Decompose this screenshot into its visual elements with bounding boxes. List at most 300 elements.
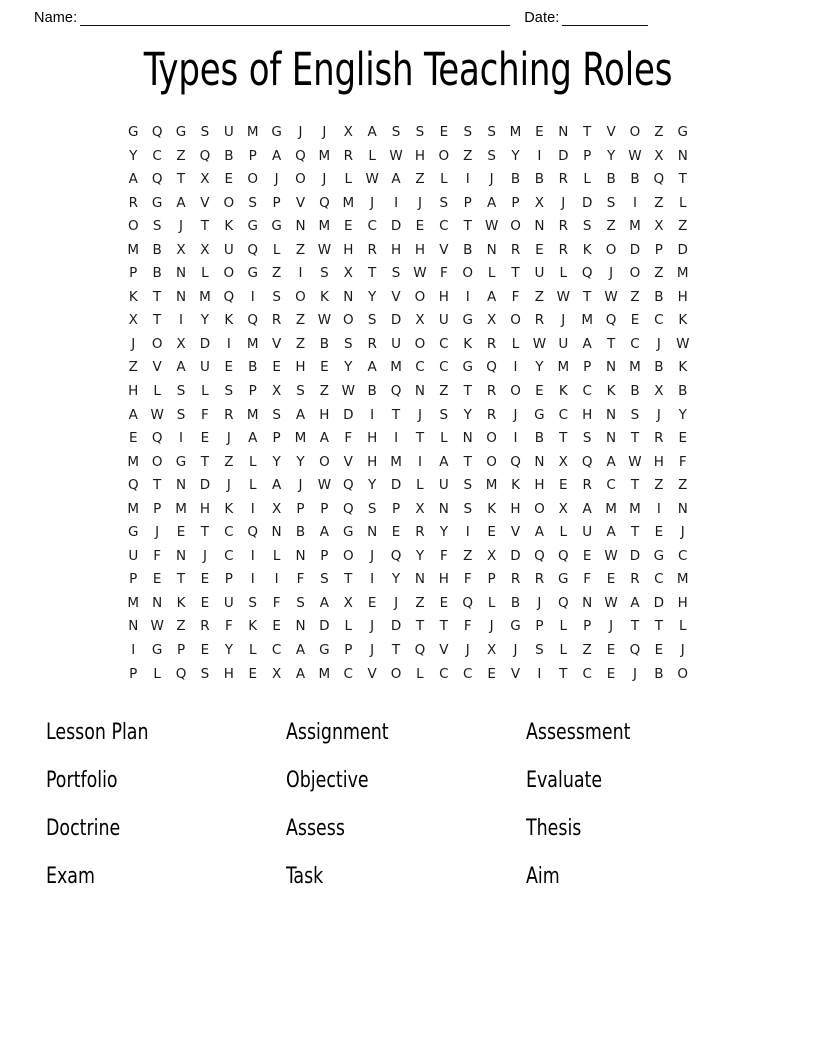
grid-cell[interactable]: S (320, 571, 329, 588)
grid-cell[interactable]: R (558, 241, 568, 258)
grid-cell[interactable]: F (296, 571, 305, 588)
grid-cell[interactable]: G (271, 218, 282, 235)
grid-cell[interactable]: X (343, 124, 353, 140)
grid-cell[interactable]: T (176, 171, 186, 188)
grid-cell[interactable]: C (654, 312, 664, 329)
grid-cell[interactable]: O (342, 547, 354, 564)
grid-cell[interactable]: T (630, 524, 640, 541)
grid-cell[interactable]: J (370, 194, 375, 211)
grid-cell[interactable]: Q (557, 547, 569, 564)
grid-cell[interactable]: R (128, 194, 138, 211)
name-write-line[interactable] (80, 12, 510, 26)
grid-cell[interactable]: S (439, 406, 449, 423)
grid-cell[interactable]: J (489, 618, 494, 635)
grid-cell[interactable]: A (295, 665, 306, 682)
grid-cell[interactable]: P (654, 241, 663, 258)
grid-cell[interactable]: I (250, 571, 255, 588)
grid-cell[interactable]: W (389, 147, 403, 164)
grid-cell[interactable]: S (439, 194, 449, 211)
grid-cell[interactable]: U (438, 477, 449, 494)
grid-cell[interactable]: M (246, 406, 259, 423)
grid-cell[interactable]: Q (342, 500, 354, 517)
grid-cell[interactable]: P (320, 500, 329, 517)
grid-cell[interactable]: E (415, 218, 425, 235)
grid-cell[interactable]: G (510, 618, 521, 635)
grid-cell[interactable]: G (462, 359, 473, 376)
grid-cell[interactable]: E (606, 665, 616, 682)
grid-cell[interactable]: D (343, 406, 354, 423)
grid-cell[interactable]: Q (462, 594, 474, 611)
grid-cell[interactable]: M (318, 147, 331, 164)
grid-cell[interactable]: U (534, 265, 545, 282)
grid-cell[interactable]: S (200, 124, 210, 140)
grid-cell[interactable]: P (129, 265, 138, 282)
grid-cell[interactable]: V (510, 665, 521, 682)
grid-cell[interactable]: B (654, 288, 664, 305)
grid-cell[interactable]: N (677, 500, 688, 517)
grid-cell[interactable]: J (417, 406, 422, 423)
grid-cell[interactable]: Z (606, 218, 616, 235)
word-list-item[interactable]: Exam (46, 864, 95, 890)
grid-cell[interactable]: A (486, 194, 497, 211)
grid-cell[interactable]: X (558, 500, 568, 517)
grid-cell[interactable]: D (199, 335, 211, 352)
grid-cell[interactable]: Q (605, 312, 617, 329)
grid-cell[interactable]: J (513, 406, 518, 423)
grid-cell[interactable]: F (463, 571, 472, 588)
grid-cell[interactable]: Z (271, 265, 282, 282)
grid-cell[interactable]: W (604, 594, 618, 611)
grid-cell[interactable]: W (317, 312, 332, 329)
grid-cell[interactable]: N (534, 453, 545, 470)
grid-cell[interactable]: F (463, 618, 472, 635)
grid-cell[interactable]: T (344, 571, 353, 588)
grid-cell[interactable]: Q (151, 430, 163, 447)
grid-cell[interactable]: L (368, 147, 376, 164)
grid-cell[interactable]: I (179, 430, 184, 447)
grid-cell[interactable]: S (606, 194, 616, 211)
grid-cell[interactable]: O (486, 453, 497, 470)
grid-cell[interactable]: O (462, 265, 474, 282)
grid-cell[interactable]: T (200, 218, 210, 235)
grid-cell[interactable]: P (463, 194, 472, 211)
grid-cell[interactable]: E (535, 124, 544, 140)
grid-cell[interactable]: A (295, 406, 306, 423)
grid-cell[interactable]: Y (439, 524, 448, 541)
grid-cell[interactable]: B (367, 383, 377, 400)
word-list-item[interactable]: Task (286, 864, 324, 890)
grid-cell[interactable]: D (629, 547, 641, 564)
grid-cell[interactable]: L (416, 477, 424, 494)
grid-cell[interactable]: J (680, 642, 685, 659)
grid-cell[interactable]: M (581, 312, 593, 329)
grid-cell[interactable]: D (653, 594, 665, 611)
grid-cell[interactable]: C (606, 477, 616, 494)
grid-cell[interactable]: Z (415, 171, 425, 188)
grid-cell[interactable]: C (271, 642, 282, 659)
grid-cell[interactable]: G (534, 406, 545, 423)
grid-cell[interactable]: Z (654, 477, 664, 494)
grid-cell[interactable]: V (367, 665, 377, 682)
grid-cell[interactable]: M (127, 453, 140, 470)
grid-cell[interactable]: X (128, 312, 138, 329)
grid-cell[interactable]: I (131, 642, 136, 659)
grid-cell[interactable]: W (317, 241, 332, 258)
grid-cell[interactable]: N (606, 430, 617, 447)
grid-cell[interactable]: D (581, 194, 593, 211)
grid-cell[interactable]: E (391, 524, 401, 541)
grid-cell[interactable]: A (319, 524, 329, 541)
grid-cell[interactable]: I (226, 335, 231, 352)
grid-cell[interactable]: Q (151, 171, 163, 188)
grid-cell[interactable]: V (510, 524, 521, 541)
grid-cell[interactable]: O (342, 312, 354, 329)
word-list-item[interactable]: Objective (286, 768, 369, 794)
grid-cell[interactable]: O (534, 500, 545, 517)
grid-cell[interactable]: S (463, 124, 473, 140)
grid-cell[interactable]: Z (415, 594, 425, 611)
grid-cell[interactable]: R (415, 524, 425, 541)
grid-cell[interactable]: K (558, 383, 568, 400)
grid-cell[interactable]: R (630, 571, 640, 588)
grid-cell[interactable]: X (271, 383, 282, 400)
grid-cell[interactable]: U (223, 241, 234, 258)
grid-cell[interactable]: W (150, 406, 164, 423)
grid-cell[interactable]: R (367, 335, 377, 352)
grid-cell[interactable]: Y (344, 359, 353, 376)
grid-cell[interactable]: L (248, 477, 257, 494)
grid-cell[interactable]: R (271, 312, 282, 329)
grid-cell[interactable]: U (558, 335, 569, 352)
grid-cell[interactable]: K (678, 359, 688, 376)
grid-cell[interactable]: X (415, 312, 425, 329)
grid-cell[interactable]: M (390, 453, 402, 470)
grid-cell[interactable]: J (202, 547, 207, 564)
grid-cell[interactable]: M (175, 500, 187, 517)
grid-cell[interactable]: N (175, 288, 187, 305)
grid-cell[interactable]: G (271, 124, 282, 140)
grid-cell[interactable]: M (127, 594, 140, 611)
grid-cell[interactable]: H (199, 500, 210, 517)
grid-cell[interactable]: M (557, 359, 570, 376)
grid-cell[interactable]: D (390, 312, 402, 329)
grid-cell[interactable]: N (534, 218, 545, 235)
grid-cell[interactable]: D (510, 547, 521, 564)
grid-cell[interactable]: I (394, 430, 399, 447)
grid-cell[interactable]: S (630, 406, 640, 423)
grid-cell[interactable]: S (582, 430, 592, 447)
grid-cell[interactable]: Q (510, 453, 521, 470)
grid-cell[interactable]: O (510, 312, 521, 329)
grid-cell[interactable]: A (630, 594, 640, 611)
grid-cell[interactable]: C (630, 335, 640, 352)
grid-cell[interactable]: F (439, 265, 448, 282)
grid-cell[interactable]: A (391, 171, 401, 188)
grid-cell[interactable]: I (513, 430, 518, 447)
grid-cell[interactable]: X (200, 171, 210, 188)
grid-cell[interactable]: W (150, 618, 164, 635)
grid-cell[interactable]: J (513, 642, 518, 659)
grid-cell[interactable]: H (414, 241, 426, 258)
grid-cell[interactable]: M (390, 359, 402, 376)
grid-cell[interactable]: H (414, 147, 426, 164)
grid-cell[interactable]: C (439, 335, 449, 352)
grid-cell[interactable]: K (678, 312, 688, 329)
grid-cell[interactable]: H (677, 594, 688, 611)
grid-cell[interactable]: T (153, 477, 162, 494)
grid-cell[interactable]: W (532, 335, 547, 352)
grid-cell[interactable]: Q (295, 147, 306, 164)
grid-cell[interactable]: Z (295, 241, 306, 258)
grid-cell[interactable]: M (629, 359, 641, 376)
grid-cell[interactable]: E (606, 642, 616, 659)
word-search-grid[interactable] (121, 121, 694, 686)
grid-cell[interactable]: M (342, 194, 355, 211)
grid-cell[interactable]: R (224, 406, 234, 423)
grid-cell[interactable]: A (486, 288, 497, 305)
grid-cell[interactable]: D (390, 618, 402, 635)
grid-cell[interactable]: N (343, 288, 354, 305)
grid-cell[interactable]: A (271, 147, 282, 164)
grid-cell[interactable]: Z (654, 124, 664, 140)
grid-cell[interactable]: Z (439, 383, 449, 400)
grid-cell[interactable]: M (127, 241, 140, 258)
grid-cell[interactable]: S (487, 147, 496, 164)
grid-cell[interactable]: L (344, 618, 353, 635)
grid-cell[interactable]: P (391, 500, 401, 517)
grid-cell[interactable]: Q (247, 312, 259, 329)
grid-cell[interactable]: J (155, 524, 160, 541)
grid-cell[interactable]: D (390, 218, 402, 235)
grid-cell[interactable]: N (677, 147, 688, 164)
grid-cell[interactable]: B (510, 171, 521, 188)
grid-cell[interactable]: I (250, 500, 255, 517)
grid-cell[interactable]: H (510, 500, 521, 517)
grid-cell[interactable]: U (391, 335, 401, 352)
grid-cell[interactable]: R (558, 218, 568, 235)
grid-cell[interactable]: J (370, 618, 375, 635)
grid-cell[interactable]: L (559, 618, 568, 635)
grid-cell[interactable]: M (318, 665, 331, 682)
grid-cell[interactable]: O (605, 241, 617, 258)
grid-cell[interactable]: Y (368, 477, 377, 494)
grid-cell[interactable]: X (654, 218, 664, 235)
grid-cell[interactable]: T (559, 430, 568, 447)
grid-cell[interactable]: J (298, 477, 303, 494)
grid-cell[interactable]: R (486, 335, 497, 352)
grid-cell[interactable]: O (486, 430, 497, 447)
grid-cell[interactable]: E (248, 665, 257, 682)
grid-cell[interactable]: N (152, 594, 163, 611)
grid-cell[interactable]: O (319, 453, 330, 470)
grid-cell[interactable]: J (394, 594, 399, 611)
grid-cell[interactable]: G (677, 124, 688, 140)
grid-cell[interactable]: G (175, 124, 187, 140)
grid-cell[interactable]: S (248, 194, 257, 211)
grid-cell[interactable]: B (463, 241, 473, 258)
grid-cell[interactable]: E (654, 524, 664, 541)
grid-cell[interactable]: T (391, 406, 401, 423)
grid-cell[interactable]: X (415, 500, 425, 517)
grid-cell[interactable]: A (367, 124, 377, 140)
grid-cell[interactable]: G (319, 642, 330, 659)
grid-cell[interactable]: E (128, 430, 138, 447)
grid-cell[interactable]: S (296, 594, 305, 611)
grid-cell[interactable]: P (583, 618, 592, 635)
grid-cell[interactable]: V (200, 194, 210, 211)
grid-cell[interactable]: H (295, 359, 306, 376)
grid-cell[interactable]: Y (296, 453, 305, 470)
grid-cell[interactable]: B (510, 594, 521, 611)
grid-cell[interactable]: L (440, 171, 448, 188)
grid-cell[interactable]: N (414, 383, 425, 400)
grid-cell[interactable]: Q (653, 171, 665, 188)
grid-cell[interactable]: P (296, 500, 305, 517)
grid-cell[interactable]: D (677, 241, 688, 258)
grid-cell[interactable]: Z (295, 335, 306, 352)
grid-cell[interactable]: M (246, 335, 259, 352)
grid-cell[interactable]: I (298, 265, 303, 282)
grid-cell[interactable]: C (367, 218, 377, 235)
grid-cell[interactable]: L (344, 171, 353, 188)
grid-cell[interactable]: X (486, 312, 497, 329)
grid-cell[interactable]: L (559, 642, 568, 659)
grid-cell[interactable]: T (463, 383, 472, 400)
grid-cell[interactable]: R (510, 571, 521, 588)
grid-cell[interactable]: N (462, 430, 473, 447)
grid-cell[interactable]: T (415, 618, 425, 635)
word-list-item[interactable]: Assess (286, 816, 345, 842)
grid-cell[interactable]: O (295, 171, 306, 188)
grid-cell[interactable]: L (153, 665, 161, 682)
grid-cell[interactable]: M (294, 430, 307, 447)
grid-cell[interactable]: E (606, 571, 616, 588)
grid-cell[interactable]: C (582, 383, 592, 400)
grid-cell[interactable]: A (176, 194, 186, 211)
grid-cell[interactable]: D (319, 618, 330, 635)
grid-cell[interactable]: B (295, 524, 306, 541)
grid-cell[interactable]: M (605, 500, 617, 517)
grid-cell[interactable]: T (200, 524, 210, 541)
grid-cell[interactable]: J (298, 124, 303, 140)
grid-cell[interactable]: Q (127, 477, 139, 494)
grid-cell[interactable]: Q (414, 642, 426, 659)
grid-cell[interactable]: T (630, 618, 640, 635)
grid-cell[interactable]: J (632, 665, 637, 682)
grid-cell[interactable]: W (556, 288, 570, 305)
grid-cell[interactable]: P (248, 147, 257, 164)
grid-cell[interactable]: X (176, 241, 186, 258)
grid-cell[interactable]: Q (247, 241, 259, 258)
grid-cell[interactable]: V (295, 194, 306, 211)
grid-cell[interactable]: I (417, 453, 422, 470)
grid-cell[interactable]: J (274, 171, 279, 188)
grid-cell[interactable]: H (677, 288, 688, 305)
grid-cell[interactable]: Q (319, 194, 330, 211)
grid-cell[interactable]: C (582, 665, 592, 682)
grid-cell[interactable]: J (226, 477, 231, 494)
grid-cell[interactable]: E (344, 218, 353, 235)
grid-cell[interactable]: B (224, 147, 234, 164)
grid-cell[interactable]: A (295, 642, 306, 659)
grid-cell[interactable]: I (632, 194, 637, 211)
grid-cell[interactable]: C (343, 665, 353, 682)
grid-cell[interactable]: L (272, 241, 281, 258)
grid-cell[interactable]: O (629, 265, 641, 282)
grid-cell[interactable]: X (343, 594, 353, 611)
grid-cell[interactable]: T (463, 218, 472, 235)
grid-cell[interactable]: P (248, 383, 257, 400)
grid-cell[interactable]: O (223, 194, 235, 211)
grid-cell[interactable]: U (582, 524, 593, 541)
grid-cell[interactable]: B (630, 171, 640, 188)
grid-cell[interactable]: J (370, 547, 375, 564)
grid-cell[interactable]: J (609, 265, 614, 282)
grid-cell[interactable]: S (391, 265, 401, 282)
grid-cell[interactable]: F (344, 430, 353, 447)
word-list-item[interactable]: Assessment (526, 720, 631, 746)
word-list-item[interactable]: Thesis (526, 816, 582, 842)
grid-cell[interactable]: E (678, 430, 687, 447)
grid-cell[interactable]: A (271, 477, 282, 494)
grid-cell[interactable]: R (558, 171, 568, 188)
grid-cell[interactable]: P (129, 665, 138, 682)
grid-cell[interactable]: Z (295, 312, 306, 329)
word-list-item[interactable]: Doctrine (46, 816, 121, 842)
grid-cell[interactable]: R (486, 383, 497, 400)
grid-cell[interactable]: H (367, 453, 378, 470)
grid-cell[interactable]: T (583, 124, 592, 140)
grid-cell[interactable]: G (247, 218, 258, 235)
grid-cell[interactable]: G (343, 524, 354, 541)
grid-cell[interactable]: E (630, 312, 640, 329)
grid-cell[interactable]: T (654, 618, 663, 635)
grid-cell[interactable]: S (320, 265, 329, 282)
grid-cell[interactable]: X (654, 147, 664, 164)
grid-cell[interactable]: S (200, 665, 210, 682)
grid-cell[interactable]: K (224, 312, 234, 329)
grid-cell[interactable]: N (295, 218, 306, 235)
grid-cell[interactable]: F (583, 571, 592, 588)
grid-cell[interactable]: R (510, 241, 521, 258)
grid-cell[interactable]: J (656, 406, 661, 423)
grid-cell[interactable]: R (486, 406, 497, 423)
grid-cell[interactable]: J (609, 618, 614, 635)
grid-cell[interactable]: C (415, 359, 425, 376)
grid-cell[interactable]: Z (463, 147, 473, 164)
grid-cell[interactable]: K (319, 288, 329, 305)
grid-cell[interactable]: L (416, 665, 424, 682)
grid-cell[interactable]: E (200, 430, 210, 447)
grid-cell[interactable]: H (128, 383, 139, 400)
grid-cell[interactable]: E (224, 359, 234, 376)
grid-cell[interactable]: X (534, 194, 545, 211)
grid-cell[interactable]: C (654, 571, 664, 588)
grid-cell[interactable]: T (511, 265, 520, 282)
grid-cell[interactable]: Q (581, 453, 593, 470)
grid-cell[interactable]: Q (175, 665, 187, 682)
grid-cell[interactable]: L (487, 265, 496, 282)
grid-cell[interactable]: Q (534, 547, 545, 564)
grid-cell[interactable]: O (223, 265, 235, 282)
grid-cell[interactable]: C (678, 547, 688, 564)
grid-cell[interactable]: A (128, 171, 138, 188)
grid-cell[interactable]: P (511, 194, 520, 211)
grid-cell[interactable]: N (582, 594, 593, 611)
grid-cell[interactable]: K (511, 477, 520, 494)
grid-cell[interactable]: Q (390, 383, 402, 400)
grid-cell[interactable]: C (439, 218, 449, 235)
